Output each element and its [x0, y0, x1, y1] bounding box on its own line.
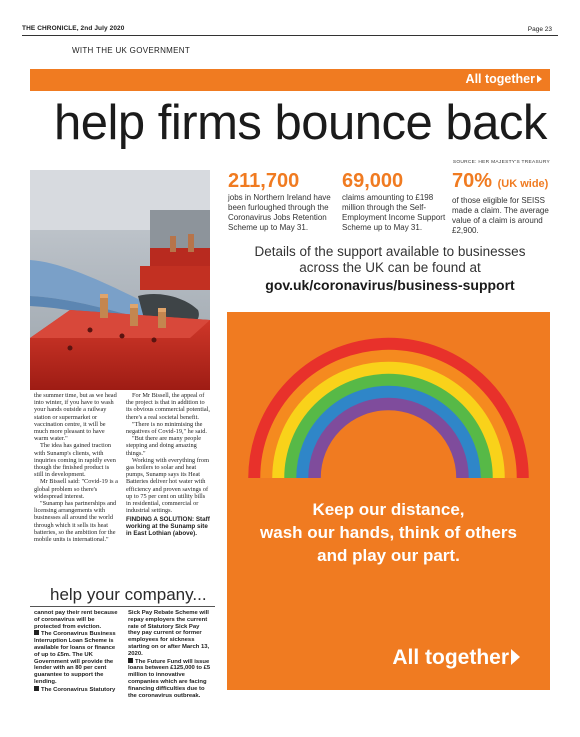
- help-item-text: The Coronavirus Statutory: [41, 686, 116, 693]
- chevron-right-icon: [537, 75, 542, 83]
- stat-text-line: been furloughed through the: [228, 203, 329, 212]
- stat-text: [228, 193, 340, 233]
- article-paragraph: the summer time, but as we head into winter, if you have to wash your hands outside a railway station or supermarket or vaccination centre, it will be much more pleasant to have warm water.": [34, 392, 117, 443]
- article-paragraph: "Sunamp has partnerships and licensing arrangements with businesses all around the world through which it sells its heat batteries, so the ambition for the mobile units is international.": [34, 500, 117, 544]
- stat-text-line: of those eligible for SEISS: [452, 196, 545, 205]
- help-column-1: [34, 610, 119, 694]
- stat-text-line: Scheme up to May 31.: [342, 223, 423, 232]
- poster-tagline: [392, 646, 520, 670]
- help-item-text: Sick Pay Rebate Scheme will repay employers the current rate of Statutory Sick Pay they pay current or former employees for sickness starting on or after March 13, 2020.: [128, 610, 210, 657]
- stat-text-line: Coronavirus Jobs Retention: [228, 213, 327, 222]
- article-paragraph: "There is no minimising the negatives of Covid-19," he said.: [126, 420, 207, 436]
- help-section-title: help your company...: [50, 585, 207, 604]
- stat-number: [452, 170, 556, 195]
- banner-label: [466, 72, 542, 86]
- details-line: Details of the support available to businesses: [254, 244, 526, 259]
- article-paragraph: The idea has gained traction with Sunamp's clients, with inquiries coming in rapidly even though the finished product is still in development.: [34, 442, 116, 479]
- help-item: [128, 658, 213, 700]
- masthead-title: THE CHRONICLE, 2nd July 2020: [22, 25, 125, 32]
- help-item-text: The Coronavirus Business Interruption Loan Scheme is available for loans or finance of up to £5m. The UK Government will provide the lender with an 80 per cent guarantee to support the lending.: [34, 631, 116, 685]
- page-title: help firms bounce back: [54, 96, 547, 150]
- help-item: [34, 630, 119, 685]
- stat-text-line: claims amounting to £198: [342, 193, 434, 202]
- page-number: Page 23: [527, 26, 552, 33]
- chevron-right-icon: [511, 649, 520, 665]
- stat-text-line: made a claim. The average: [452, 206, 549, 215]
- all-together-poster: [227, 312, 550, 690]
- details-line: across the UK can be found at: [299, 260, 481, 275]
- details-block: [228, 244, 552, 295]
- square-bullet-icon: [34, 686, 39, 691]
- help-section-rule: [30, 606, 215, 607]
- source-note: SOURCE: HER MAJESTY'S TREASURY: [452, 160, 550, 165]
- help-item: [34, 686, 119, 694]
- help-item-text: cannot pay their rent because of coronavirus will be protected from eviction.: [34, 610, 118, 630]
- stat-text-line: Employment Income Support: [342, 213, 446, 222]
- article-paragraph: "But there are many people stepping and doing amazing things.": [126, 435, 202, 457]
- stat-number-suffix: (UK wide): [497, 178, 549, 190]
- stat-number-value: 70%: [452, 170, 493, 192]
- stat-text-line: jobs in Northern Ireland have: [228, 193, 331, 202]
- stat-text: [342, 193, 454, 233]
- stat-text: [452, 196, 556, 236]
- factory-photo: [30, 170, 210, 390]
- poster-tagline-text: All together: [392, 646, 509, 669]
- stat-text-line: million through the Self-: [342, 203, 427, 212]
- poster-message: [227, 498, 550, 567]
- banner-label-text: All together: [465, 72, 535, 86]
- stat-seiss-claims: [342, 170, 454, 233]
- stat-text-line: value of a claim is around: [452, 216, 543, 225]
- masthead-rule: [22, 35, 558, 36]
- article-paragraph: Mr Bissell said: "Covid-19 is a global problem so there's widespread interest.: [34, 478, 118, 500]
- government-line: WITH THE UK GOVERNMENT: [72, 46, 191, 55]
- caption-text: Staff working at the Sunamp site in East Lothian (above).: [126, 516, 210, 538]
- article-column-2: [126, 392, 210, 537]
- stat-number: 211,700: [228, 170, 300, 192]
- factory-photo-graphic: [30, 170, 210, 390]
- poster-line: Keep our distance,: [312, 500, 465, 519]
- stat-furlough: [228, 170, 340, 233]
- help-item: [34, 610, 119, 630]
- stat-text-line: £2,900.: [452, 226, 479, 235]
- article-paragraph: For Mr Bissell, the appeal of the project is that in addition to its obvious commercial potential, there's a real societal benefit.: [126, 392, 210, 421]
- poster-line: and play our part.: [317, 546, 460, 565]
- poster-line: wash our hands, think of others: [260, 523, 517, 542]
- square-bullet-icon: [128, 658, 133, 663]
- square-bullet-icon: [34, 630, 39, 635]
- details-url: gov.uk/coronavirus/business-support: [265, 277, 515, 293]
- orange-banner: [30, 69, 550, 91]
- article-paragraph: Working with everything from gas boilers to solar and heat pumps, Sunamp says its Heat Batteries deliver hot water with efficiency and proven savings of up to 75 per cent on utility bills in residential, commercial or industrial settings.: [126, 456, 209, 515]
- help-item: [128, 610, 213, 658]
- help-item-text: The Future Fund will issue loans between £125,000 to £5 million to innovative companies which are facing financing difficulties due to the coronavirus outbreak.: [128, 658, 211, 699]
- stat-number: 69,000: [342, 170, 404, 192]
- photo-caption: [126, 516, 210, 537]
- stat-text-line: Scheme up to May 31.: [228, 223, 309, 232]
- caption-head: FINDING A SOLUTION:: [126, 516, 195, 524]
- stat-eligible: [452, 170, 556, 236]
- article-column-1: [34, 392, 118, 543]
- help-column-2: [128, 610, 213, 699]
- rainbow-graphic: [227, 312, 550, 492]
